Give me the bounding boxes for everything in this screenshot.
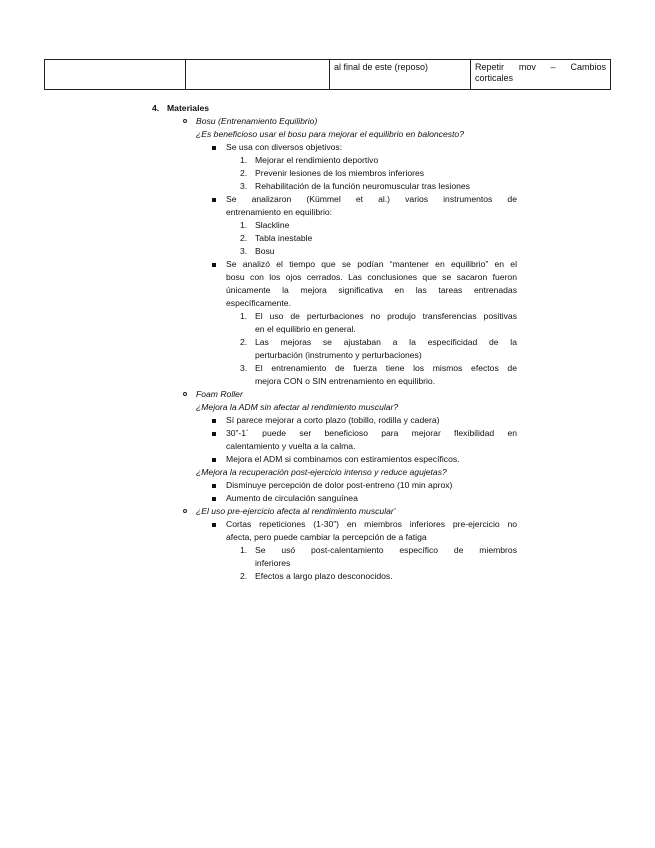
- text-line: en el equilibrio en general.: [255, 324, 356, 334]
- list-item: 2. Las mejoras se ajustaban a la especificidad de la: [240, 337, 517, 347]
- list-item: Se analizó el tiempo que se podían “mantener en equilibrio” en el: [0, 258, 655, 271]
- text-line: únicamente la mejora significativa en las tareas entrenadas: [226, 285, 517, 295]
- section-heading: [0, 102, 655, 115]
- list-item: 3. Rehabilitación de la función neuromuscular tras lesiones: [240, 181, 470, 191]
- hollow-circle-bullet-icon: [183, 509, 187, 513]
- square-bullet-icon: [212, 146, 216, 150]
- question: ¿Es beneficioso usar el bosu para mejorar el equilibrio en baloncesto?: [196, 129, 464, 139]
- square-bullet-icon: [212, 198, 216, 202]
- text-line: calentamiento y vuelta a la calma.: [226, 441, 356, 451]
- list-item: Se analizaron (Kümmel et al.) varios instrumentos de: [0, 193, 655, 206]
- square-bullet-icon: [212, 523, 216, 527]
- list-item: [0, 388, 655, 401]
- square-bullet-icon: [212, 263, 216, 267]
- list-item: 2. Prevenir lesiones de los miembros inferiores: [240, 168, 425, 178]
- table-cell: Repetir mov – Cambios corticales: [471, 60, 611, 90]
- hollow-circle-bullet-icon: [183, 392, 187, 396]
- list-item: [0, 115, 655, 128]
- text-line: afecta, pero puede cambiar la percepción de a fatiga: [226, 532, 427, 542]
- square-bullet-icon: [212, 432, 216, 436]
- list-item: Disminuye percepción de dolor post-entreno (10 min aprox): [0, 479, 655, 492]
- pre-exercise-title: ¿El uso pre-ejercicio afecta al rendimiento muscular': [196, 506, 396, 516]
- table-cell: al final de este (reposo): [330, 60, 471, 90]
- list-item: Mejora el ADM si combinamos con estiramientos específicos.: [0, 453, 655, 466]
- list-item: 3. El entrenamiento de fuerza tiene los mismos efectos de: [240, 363, 517, 373]
- text-line: mejora CON o SIN entrenamiento en equilibrio.: [255, 376, 436, 386]
- list-item: Sí parece mejorar a corto plazo (tobillo, rodilla y cadera): [0, 414, 655, 427]
- list-item: 1. Se usó post-calentamiento específico de miembros: [240, 545, 517, 555]
- list-item: 30”-1´ puede ser beneficioso para mejorar flexibilidad en: [0, 427, 655, 440]
- table-cell: [186, 60, 330, 90]
- section-title: Materiales: [167, 103, 210, 113]
- continued-table: [44, 59, 611, 90]
- foam-roller-title: Foam Roller: [196, 389, 243, 399]
- hollow-circle-bullet-icon: [183, 119, 187, 123]
- list-item: 2. Tabla inestable: [240, 233, 313, 243]
- text-line: perturbación (instrumento y perturbaciones): [255, 350, 422, 360]
- list-item: 1. Slackline: [240, 220, 290, 230]
- list-item: [0, 505, 655, 518]
- list-item: 2. Efectos a largo plazo desconocidos.: [240, 571, 393, 581]
- list-item: Se usa con diversos objetivos:: [0, 141, 655, 154]
- materials-section: [0, 102, 655, 583]
- bosu-title: Bosu (Entrenamiento Equilibrio): [196, 116, 318, 126]
- list-item: 1. El uso de perturbaciones no produjo transferencias positivas: [240, 311, 517, 321]
- list-item: Aumento de circulación sanguínea: [0, 492, 655, 505]
- text-line: bosu con los ojos cerrados. Las conclusiones que se sacaron fueron: [226, 272, 517, 282]
- text-line: específicamente.: [226, 298, 291, 308]
- text-line: entrenamiento en equilibrio:: [226, 207, 333, 217]
- square-bullet-icon: [212, 419, 216, 423]
- square-bullet-icon: [212, 458, 216, 462]
- table-row: [45, 60, 611, 90]
- square-bullet-icon: [212, 484, 216, 488]
- square-bullet-icon: [212, 497, 216, 501]
- section-number: 4.: [152, 103, 160, 113]
- question: ¿Mejora la recuperación post-ejercicio intenso y reduce agujetas?: [196, 467, 447, 477]
- list-item: Cortas repeticiones (1-30”) en miembros inferiores pre-ejercicio no: [0, 518, 655, 531]
- text-line: inferiores: [255, 558, 291, 568]
- table-cell: [45, 60, 186, 90]
- list-item: 3. Bosu: [240, 246, 275, 256]
- list-item: 1. Mejorar el rendimiento deportivo: [240, 155, 379, 165]
- question: ¿Mejora la ADM sin afectar al rendimiento muscular?: [196, 402, 399, 412]
